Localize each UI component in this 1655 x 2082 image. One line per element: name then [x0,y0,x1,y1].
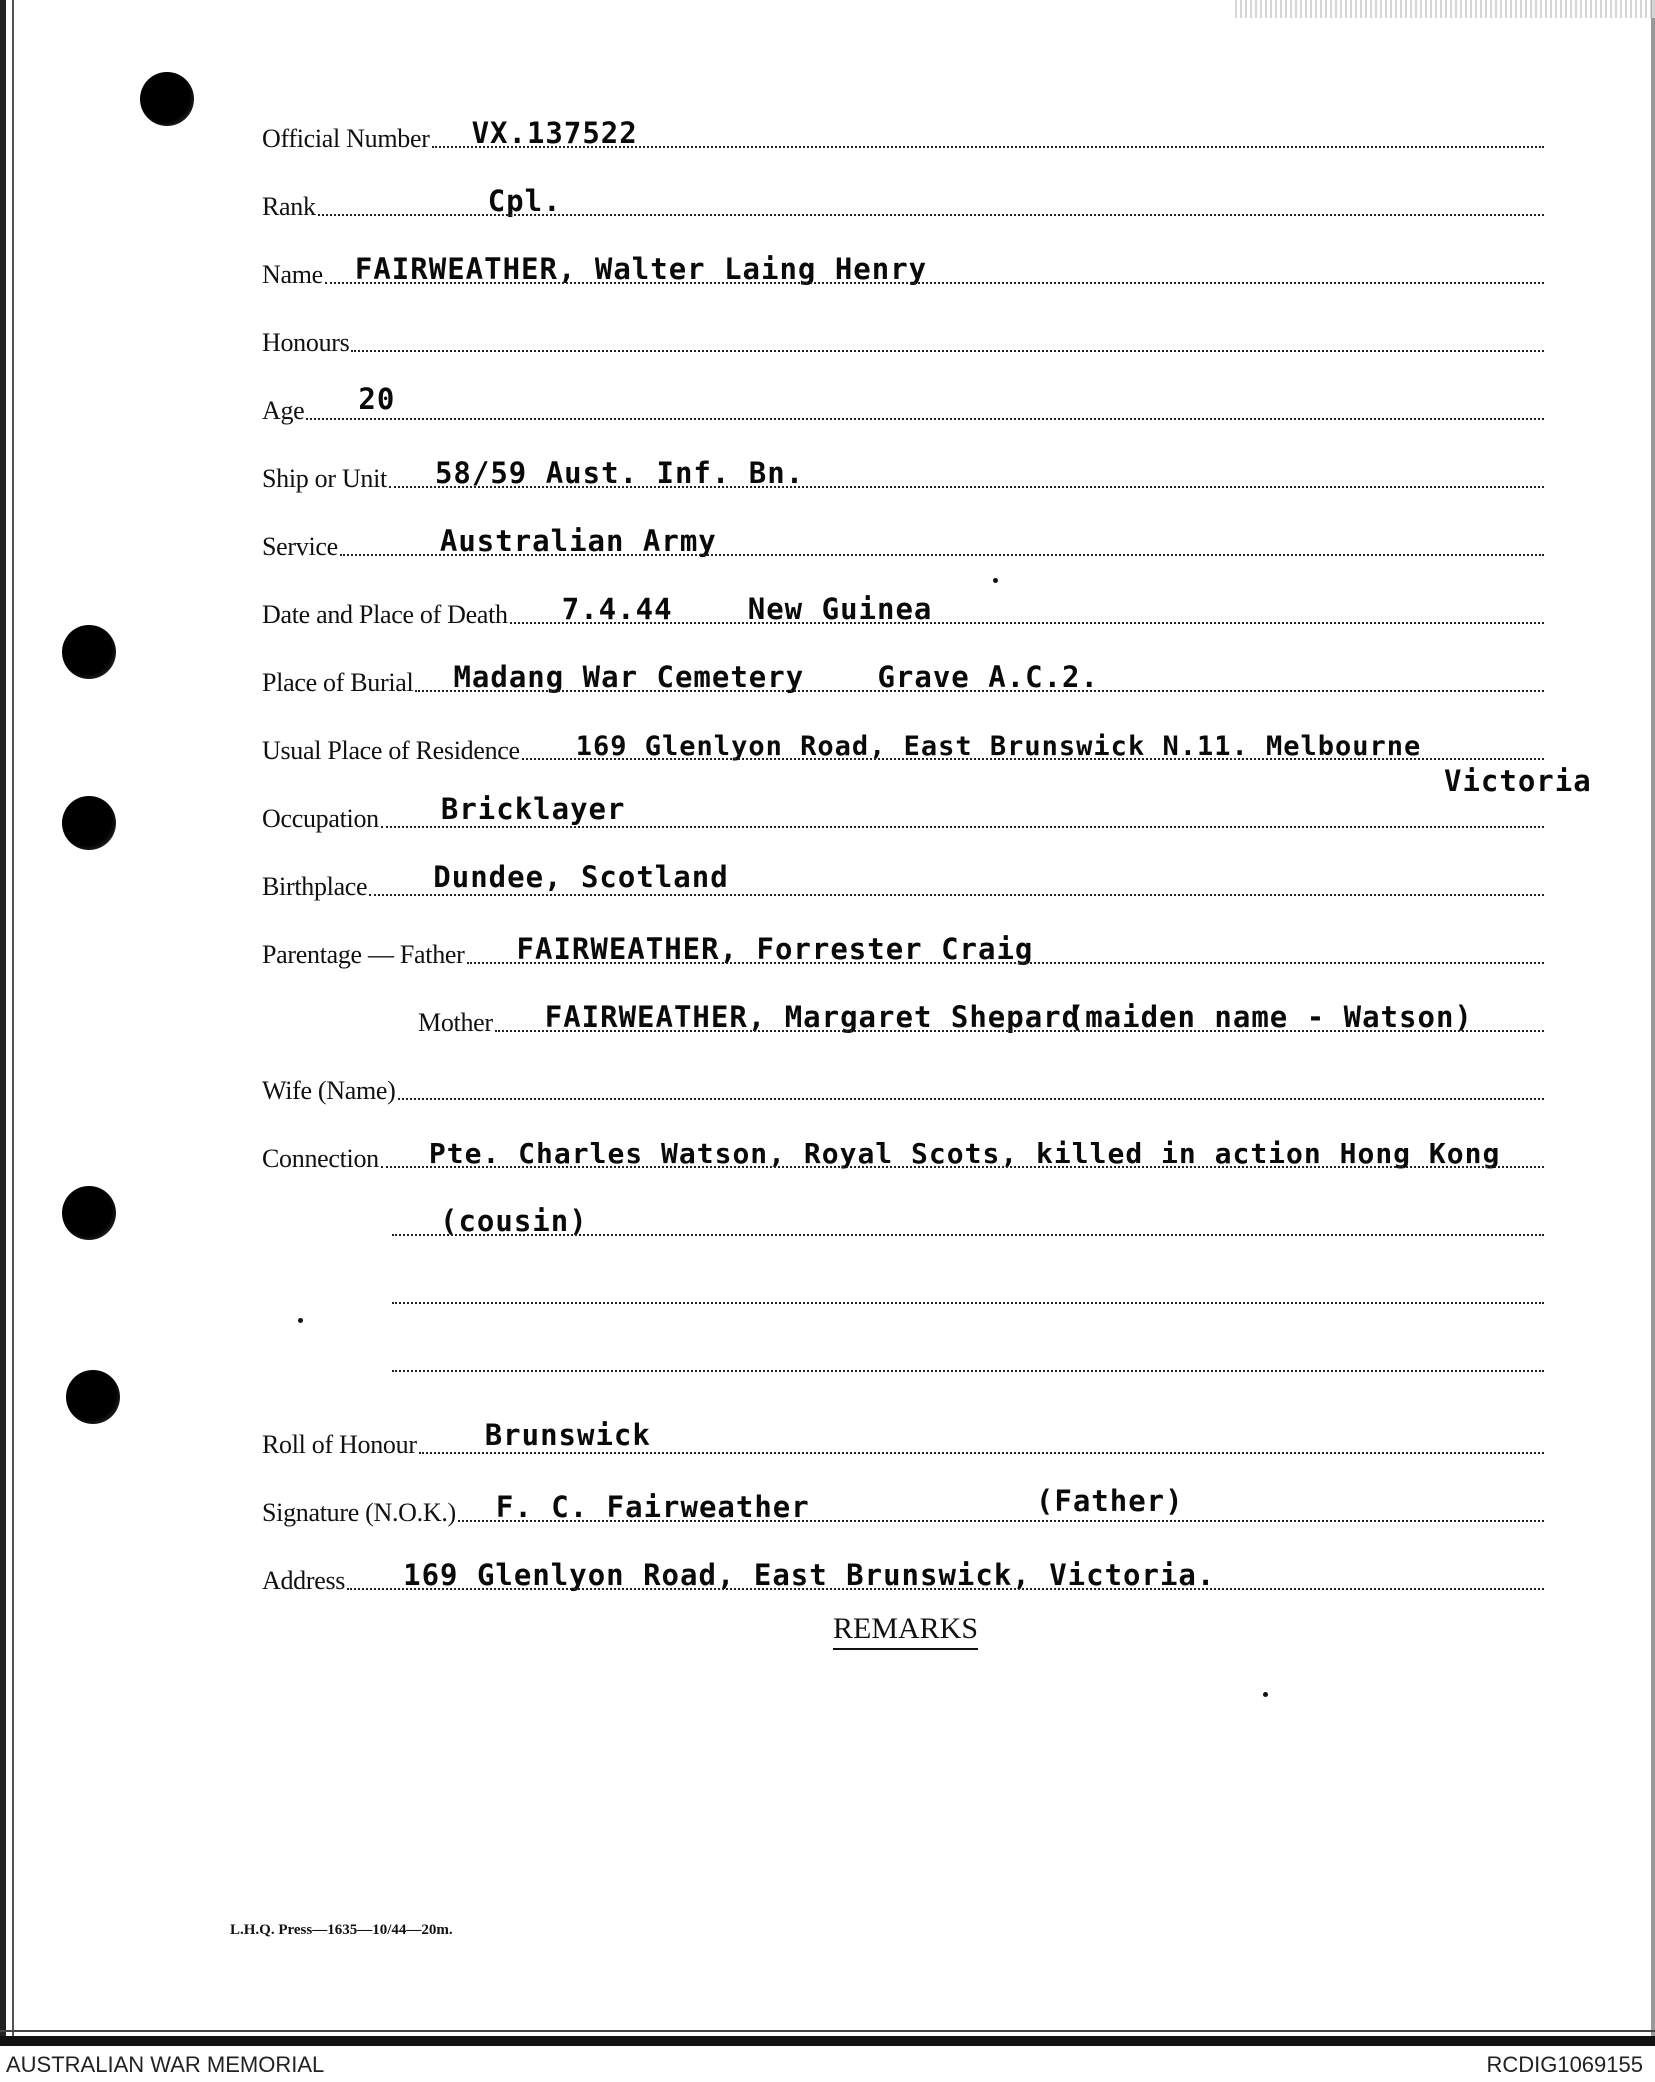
roll-of-honour-label: Roll of Honour [262,1430,417,1459]
burial-row [262,658,1544,698]
official-number-value: VX.137522 [471,116,638,150]
service-row [262,522,1544,562]
scan-bottom-line [0,2030,1655,2032]
father-label: Parentage — Father [262,940,465,969]
signature-label: Signature (N.O.K.) [262,1498,456,1527]
punch-hole [62,625,116,679]
roll-of-honour-row [262,1420,1544,1460]
press-mark: L.H.Q. Press—1635—10/44—20m. [230,1922,453,1938]
signature-value: F. C. Fairweather [495,1490,810,1524]
rank-value: Cpl. [487,184,562,218]
age-row [262,382,1544,426]
occupation-label: Occupation [262,804,379,833]
rank-row [262,182,1544,222]
punch-hole [62,1186,116,1240]
remarks-heading: REMARKS [833,1612,978,1650]
connection-value: Pte. Charles Watson, Royal Scots, killed in action Hong Kong [428,1137,1501,1170]
mother-value: FAIRWEATHER, Margaret Shepard [544,1000,1081,1034]
birthplace-label: Birthplace [262,872,368,901]
birthplace-value: Dundee, Scotland [433,860,729,894]
burial-grave: Grave A.C.2. [877,660,1099,694]
mother-label: Mother [418,1008,493,1037]
burial-label: Place of Burial [262,668,414,697]
footer-archive-name: AUSTRALIAN WAR MEMORIAL [6,2052,325,2077]
birthplace-row [262,862,1544,902]
footer-record-id: RCDIG1069155 [1486,2052,1643,2077]
unit-label: Ship or Unit [262,464,387,493]
father-value: FAIRWEATHER, Forrester Craig [516,932,1034,966]
honours-label: Honours [262,328,350,357]
occupation-row [262,794,1544,834]
father-row [262,930,1544,970]
residence-value-line2: Victoria [1444,764,1592,798]
address-label: Address [262,1566,346,1595]
mother-row [418,998,1544,1038]
residence-row [262,726,1544,766]
connection-row [262,1134,1544,1174]
scan-noise [1235,0,1655,18]
death-label: Date and Place of Death [262,600,508,629]
name-value: FAIRWEATHER, Walter Laing Henry [354,252,928,286]
scan-speck [1263,1692,1268,1697]
official-number-row [262,114,1544,154]
death-place: New Guinea [747,592,933,626]
residence-label: Usual Place of Residence [262,736,520,765]
signature-row [262,1484,1544,1528]
official-number-label: Official Number [262,124,430,153]
age-label: Age [262,396,305,425]
age-value: 20 [358,382,396,416]
unit-value: 58/59 Aust. Inf. Bn. [434,456,805,490]
death-row [262,590,1544,630]
address-row [262,1556,1544,1596]
mother-note: (maiden name - Watson) [1066,1000,1473,1034]
scan-speck [993,578,998,583]
signature-relation: (Father) [1035,1484,1184,1518]
name-label: Name [262,260,323,289]
connection-line-2 [392,1202,1544,1242]
scan-edge-right [1651,0,1655,2040]
scan-speck [298,1318,303,1323]
connection-line-4 [392,1338,1544,1378]
occupation-value: Bricklayer [440,792,626,826]
scan-bottom-bar [0,2036,1655,2046]
wife-label: Wife (Name) [262,1076,396,1105]
punch-hole [66,1370,120,1424]
address-value: 169 Glenlyon Road, East Brunswick, Victoria. [403,1558,1216,1592]
unit-row [262,454,1544,494]
scan-edge-left [0,0,6,2045]
roll-of-honour-value: Brunswick [484,1418,651,1452]
connection-line-3 [392,1270,1544,1310]
rank-label: Rank [262,192,316,221]
service-label: Service [262,532,338,561]
death-date: 7.4.44 [561,592,673,626]
burial-value: Madang War Cemetery [453,660,805,694]
scan-edge-left-inner [12,0,14,2045]
residence-value: 169 Glenlyon Road, East Brunswick N.11. Melbourne [575,731,1422,762]
punch-hole [62,796,116,850]
punch-hole [140,72,194,126]
service-value: Australian Army [439,524,717,558]
connection-value-line2: (cousin) [440,1204,588,1238]
name-row [262,250,1544,290]
honours-row [262,318,1544,358]
wife-row [262,1066,1544,1106]
connection-label: Connection [262,1144,379,1173]
